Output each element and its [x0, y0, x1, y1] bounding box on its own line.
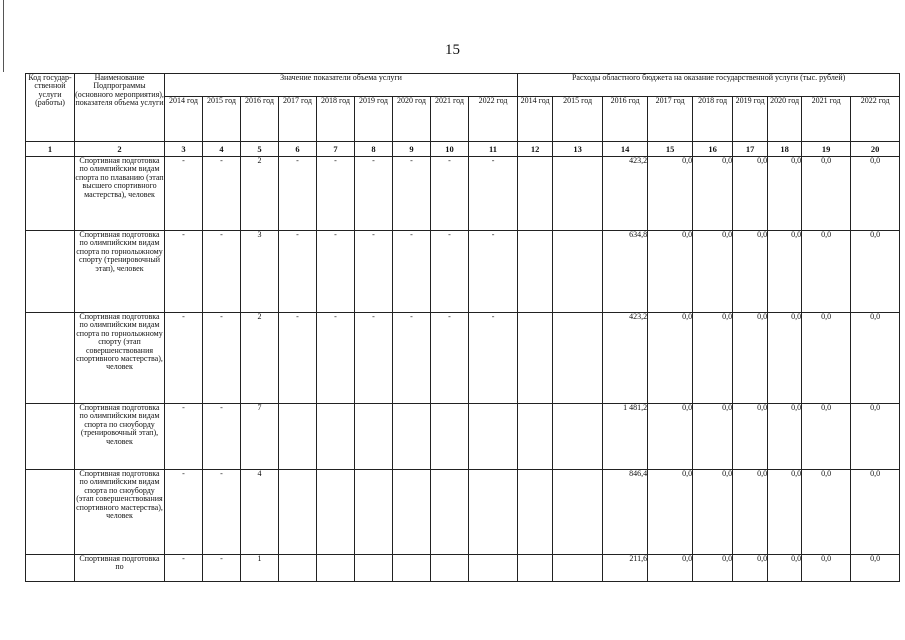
volume-value-cell: -	[279, 231, 317, 313]
header-volume-group: Значение показатели объема услуги	[165, 74, 518, 97]
column-number: 1	[26, 142, 75, 157]
volume-year-header: 2022 год	[469, 97, 518, 142]
volume-year-header: 2018 год	[317, 97, 355, 142]
expense-value-cell	[553, 555, 603, 582]
expense-value-cell: 0,0	[693, 313, 733, 404]
volume-value-cell: -	[203, 555, 241, 582]
indicator-name-cell: Спортивная подготовка по	[75, 555, 165, 582]
volume-value-cell	[355, 404, 393, 470]
expense-value-cell: 0,0	[693, 231, 733, 313]
volume-value-cell	[355, 555, 393, 582]
expense-year-header: 2018 год	[693, 97, 733, 142]
header-expense-group: Расходы областного бюджета на оказание государственной услуги (тыс. рублей)	[518, 74, 900, 97]
expense-value-cell: 0,0	[802, 470, 851, 555]
service-code-cell	[26, 404, 75, 470]
volume-year-header: 2020 год	[393, 97, 431, 142]
indicator-name-cell: Спортивная подготовка по олимпийским видам спорта по плаванию (этап высшего спортивного мастерства), человек	[75, 157, 165, 231]
column-number: 2	[75, 142, 165, 157]
volume-value-cell: 7	[241, 404, 279, 470]
volume-value-cell	[393, 404, 431, 470]
volume-value-cell: -	[317, 313, 355, 404]
volume-value-cell	[279, 470, 317, 555]
expense-value-cell: 0,0	[733, 231, 768, 313]
column-number: 6	[279, 142, 317, 157]
volume-value-cell: -	[165, 555, 203, 582]
expense-value-cell: 211,6	[603, 555, 648, 582]
header-row-groups	[26, 74, 900, 97]
expense-value-cell: 0,0	[648, 470, 693, 555]
expense-value-cell: 0,0	[802, 404, 851, 470]
column-number: 9	[393, 142, 431, 157]
volume-value-cell: -	[317, 157, 355, 231]
expense-value-cell: 634,8	[603, 231, 648, 313]
column-number: 15	[648, 142, 693, 157]
column-number: 20	[851, 142, 900, 157]
column-number: 17	[733, 142, 768, 157]
column-number: 7	[317, 142, 355, 157]
column-number: 5	[241, 142, 279, 157]
volume-value-cell	[431, 470, 469, 555]
volume-value-cell: -	[165, 157, 203, 231]
volume-year-header: 2019 год	[355, 97, 393, 142]
expense-value-cell	[553, 231, 603, 313]
indicator-name-cell: Спортивная подготовка по олимпийским видам спорта по горнолыжному спорту (тренировочный этап), человек	[75, 231, 165, 313]
expense-value-cell	[518, 404, 553, 470]
expense-year-header: 2016 год	[603, 97, 648, 142]
volume-year-header: 2017 год	[279, 97, 317, 142]
indicator-name-cell: Спортивная подготовка по олимпийским видам спорта по сноуборду (тренировочный этап), человек	[75, 404, 165, 470]
expense-value-cell: 0,0	[851, 313, 900, 404]
service-code-cell	[26, 313, 75, 404]
volume-value-cell: -	[431, 157, 469, 231]
column-number: 16	[693, 142, 733, 157]
expense-value-cell: 0,0	[851, 231, 900, 313]
expense-value-cell	[518, 231, 553, 313]
volume-value-cell: -	[203, 231, 241, 313]
expense-value-cell: 0,0	[802, 313, 851, 404]
volume-value-cell: -	[203, 157, 241, 231]
volume-value-cell: 4	[241, 470, 279, 555]
volume-year-header: 2021 год	[431, 97, 469, 142]
volume-value-cell: -	[165, 313, 203, 404]
volume-value-cell	[279, 404, 317, 470]
volume-year-header: 2014 год	[165, 97, 203, 142]
page-number: 15	[445, 42, 460, 58]
expense-year-header: 2014 год	[518, 97, 553, 142]
volume-year-header: 2015 год	[203, 97, 241, 142]
volume-value-cell: -	[469, 231, 518, 313]
expense-value-cell: 0,0	[733, 157, 768, 231]
expense-year-header: 2017 год	[648, 97, 693, 142]
volume-value-cell: -	[469, 313, 518, 404]
column-number-row	[26, 142, 900, 157]
volume-value-cell: -	[203, 313, 241, 404]
expense-value-cell: 0,0	[733, 404, 768, 470]
volume-value-cell: -	[165, 470, 203, 555]
expense-value-cell: 0,0	[768, 313, 802, 404]
volume-value-cell: -	[393, 313, 431, 404]
expense-value-cell: 0,0	[693, 404, 733, 470]
expense-value-cell	[518, 470, 553, 555]
volume-value-cell	[317, 555, 355, 582]
expense-value-cell: 0,0	[851, 404, 900, 470]
expense-year-header: 2015 год	[553, 97, 603, 142]
expense-year-header: 2019 год	[733, 97, 768, 142]
volume-value-cell: -	[469, 157, 518, 231]
expense-value-cell: 0,0	[693, 157, 733, 231]
expense-value-cell: 846,4	[603, 470, 648, 555]
expense-value-cell	[553, 470, 603, 555]
volume-value-cell: -	[203, 470, 241, 555]
expense-value-cell: 0,0	[768, 470, 802, 555]
volume-value-cell: -	[279, 313, 317, 404]
volume-value-cell: -	[431, 231, 469, 313]
expense-value-cell: 0,0	[693, 555, 733, 582]
volume-value-cell	[469, 470, 518, 555]
column-number: 13	[553, 142, 603, 157]
column-number: 8	[355, 142, 393, 157]
volume-value-cell	[469, 404, 518, 470]
volume-value-cell	[355, 470, 393, 555]
volume-value-cell: -	[317, 231, 355, 313]
expense-year-header: 2022 год	[851, 97, 900, 142]
volume-value-cell: 2	[241, 157, 279, 231]
expense-value-cell: 0,0	[802, 555, 851, 582]
volume-value-cell	[393, 555, 431, 582]
volume-value-cell: -	[279, 157, 317, 231]
volume-value-cell: -	[355, 313, 393, 404]
expense-value-cell	[553, 404, 603, 470]
table-row	[26, 313, 900, 404]
expense-value-cell: 423,2	[603, 313, 648, 404]
volume-value-cell: 3	[241, 231, 279, 313]
expense-value-cell: 0,0	[733, 470, 768, 555]
column-number: 19	[802, 142, 851, 157]
volume-value-cell: -	[203, 404, 241, 470]
table-body	[26, 142, 900, 582]
service-code-cell	[26, 157, 75, 231]
expense-value-cell	[553, 157, 603, 231]
expense-value-cell: 0,0	[648, 404, 693, 470]
indicator-name-cell: Спортивная подготовка по олимпийским видам спорта по сноуборду (этап совершенствования спортивного мастерства), человек	[75, 470, 165, 555]
expense-year-header: 2021 год	[802, 97, 851, 142]
expense-value-cell: 0,0	[768, 231, 802, 313]
volume-value-cell: -	[355, 157, 393, 231]
expense-value-cell: 0,0	[851, 470, 900, 555]
header-name: Наименование Подпрограммы (основного мероприятия), показателя объема услуги	[75, 74, 165, 142]
expense-value-cell	[518, 313, 553, 404]
volume-value-cell: -	[165, 404, 203, 470]
scan-edge-line	[3, 0, 4, 72]
service-code-cell	[26, 470, 75, 555]
column-number: 4	[203, 142, 241, 157]
volume-value-cell	[317, 404, 355, 470]
indicator-name-cell: Спортивная подготовка по олимпийским видам спорта по горнолыжному спорту (этап совершенствования спортивного мастерства), человек	[75, 313, 165, 404]
volume-value-cell: -	[393, 231, 431, 313]
volume-value-cell	[279, 555, 317, 582]
expense-value-cell: 0,0	[693, 470, 733, 555]
expense-value-cell: 0,0	[733, 313, 768, 404]
expense-value-cell: 0,0	[648, 555, 693, 582]
volume-value-cell: -	[165, 231, 203, 313]
table-row	[26, 470, 900, 555]
expense-year-header: 2020 год	[768, 97, 802, 142]
volume-value-cell	[469, 555, 518, 582]
volume-value-cell	[393, 470, 431, 555]
column-number: 3	[165, 142, 203, 157]
column-number: 18	[768, 142, 802, 157]
expense-value-cell	[518, 555, 553, 582]
column-number: 14	[603, 142, 648, 157]
service-code-cell	[26, 555, 75, 582]
expense-value-cell: 0,0	[802, 157, 851, 231]
expense-value-cell: 0,0	[768, 555, 802, 582]
volume-value-cell	[317, 470, 355, 555]
expense-value-cell: 0,0	[768, 404, 802, 470]
column-number: 12	[518, 142, 553, 157]
expense-value-cell: 0,0	[648, 231, 693, 313]
expense-value-cell: 0,0	[733, 555, 768, 582]
expense-value-cell: 0,0	[648, 157, 693, 231]
table-row	[26, 555, 900, 582]
column-number: 11	[469, 142, 518, 157]
table-row	[26, 404, 900, 470]
expense-value-cell: 0,0	[851, 157, 900, 231]
volume-year-header: 2016 год	[241, 97, 279, 142]
volume-value-cell: -	[393, 157, 431, 231]
expense-value-cell	[518, 157, 553, 231]
volume-value-cell	[431, 404, 469, 470]
service-code-cell	[26, 231, 75, 313]
volume-value-cell: 2	[241, 313, 279, 404]
expense-value-cell: 0,0	[802, 231, 851, 313]
volume-value-cell: 1	[241, 555, 279, 582]
table-row	[26, 231, 900, 313]
expense-value-cell: 0,0	[768, 157, 802, 231]
volume-value-cell: -	[431, 313, 469, 404]
volume-value-cell	[431, 555, 469, 582]
budget-table	[25, 73, 900, 582]
expense-value-cell: 0,0	[648, 313, 693, 404]
expense-value-cell: 1 481,2	[603, 404, 648, 470]
expense-value-cell	[553, 313, 603, 404]
column-number: 10	[431, 142, 469, 157]
table-row	[26, 157, 900, 231]
expense-value-cell: 0,0	[851, 555, 900, 582]
header-code: Код государ-ственной услуги (работы)	[26, 74, 75, 142]
expense-value-cell: 423,2	[603, 157, 648, 231]
volume-value-cell: -	[355, 231, 393, 313]
